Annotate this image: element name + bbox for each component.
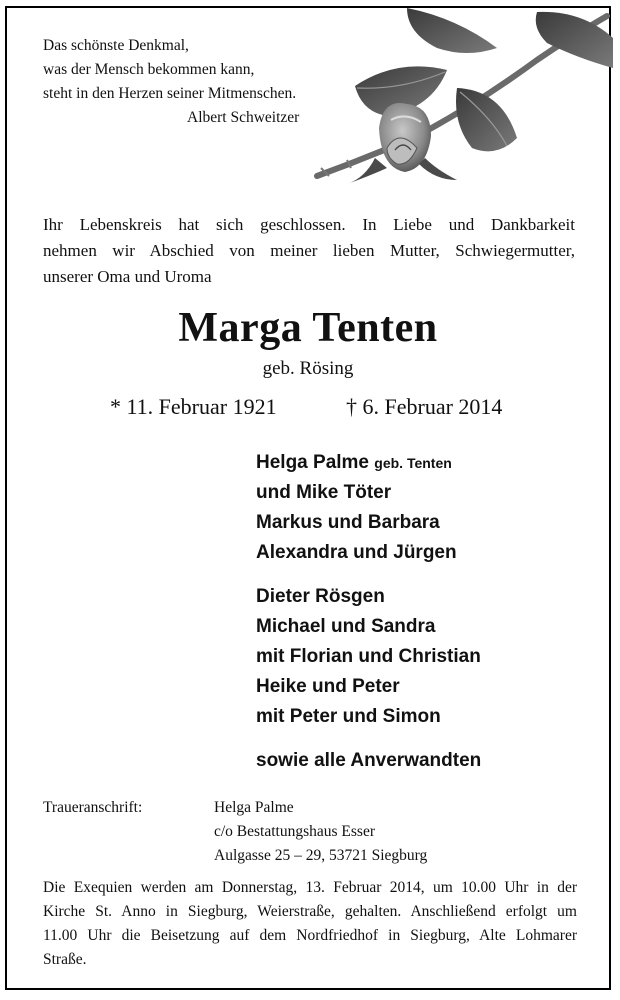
- group-spacer: [256, 732, 481, 746]
- mourner-line: Heike und Peter: [256, 676, 400, 697]
- group-spacer: [256, 568, 481, 582]
- birth-name: geb. Rösing: [262, 358, 354, 379]
- address-line: Helga Palme: [214, 799, 294, 816]
- obituary-notice: [5, 6, 611, 990]
- mourner-name: Helga Palme: [256, 452, 369, 473]
- funeral-line: Straße.: [43, 951, 87, 968]
- address-label: Traueranschrift:: [43, 799, 143, 816]
- mourning-address: [214, 796, 427, 868]
- funeral-info: [43, 876, 577, 972]
- mourner-line: Markus und Barbara: [256, 512, 440, 533]
- quote-author: Albert Schweitzer: [187, 109, 300, 126]
- mourner-line: mit Peter und Simon: [256, 706, 441, 727]
- mourners-list: [256, 448, 481, 776]
- mourner-line: mit Florian und Christian: [256, 646, 481, 667]
- funeral-line: Die Exequien werden am Donnerstag, 13. Februar 2014, um 10.00 Uhr in der: [43, 879, 577, 896]
- mourner-line: Dieter Rösgen: [256, 586, 385, 607]
- mourner-line: und Mike Töter: [256, 482, 392, 503]
- mourner-line: Alexandra und Jürgen: [256, 542, 457, 563]
- birth-date: * 11. Februar 1921: [110, 394, 277, 419]
- quote-line: Das schönste Denkmal,: [43, 37, 189, 54]
- mourners-closing: sowie alle Anverwandten: [256, 750, 482, 771]
- mourner-birth-name: geb. Tenten: [374, 455, 452, 471]
- mourner-line: [256, 448, 481, 478]
- funeral-line: Kirche St. Anno in Siegburg, Weierstraße, gehalten. Anschließend erfolgt um: [43, 903, 577, 920]
- death-date: † 6. Februar 2014: [346, 394, 503, 419]
- intro-line: Ihr Lebenskreis hat sich geschlossen. In Liebe und Dankbarkeit: [43, 215, 575, 234]
- intro-text: [43, 212, 575, 290]
- quote-line: steht in den Herzen seiner Mitmenschen.: [43, 85, 297, 102]
- deceased-name: Marga Tenten: [178, 305, 438, 351]
- quote-line: was der Mensch bekommen kann,: [43, 61, 255, 78]
- address-line: Aulgasse 25 – 29, 53721 Siegburg: [214, 847, 428, 864]
- address-line: c/o Bestattungshaus Esser: [214, 823, 376, 840]
- funeral-line: 11.00 Uhr die Beisetzung auf dem Nordfriedhof in Siegburg, Alte Lohmarer: [43, 927, 577, 944]
- intro-line: nehmen wir Abschied von meiner lieben Mutter, Schwiegermutter,: [43, 241, 575, 260]
- intro-line: unserer Oma und Uroma: [43, 267, 212, 286]
- mourner-line: Michael und Sandra: [256, 616, 436, 637]
- rose-illustration: [307, 8, 613, 198]
- quote: [43, 34, 299, 130]
